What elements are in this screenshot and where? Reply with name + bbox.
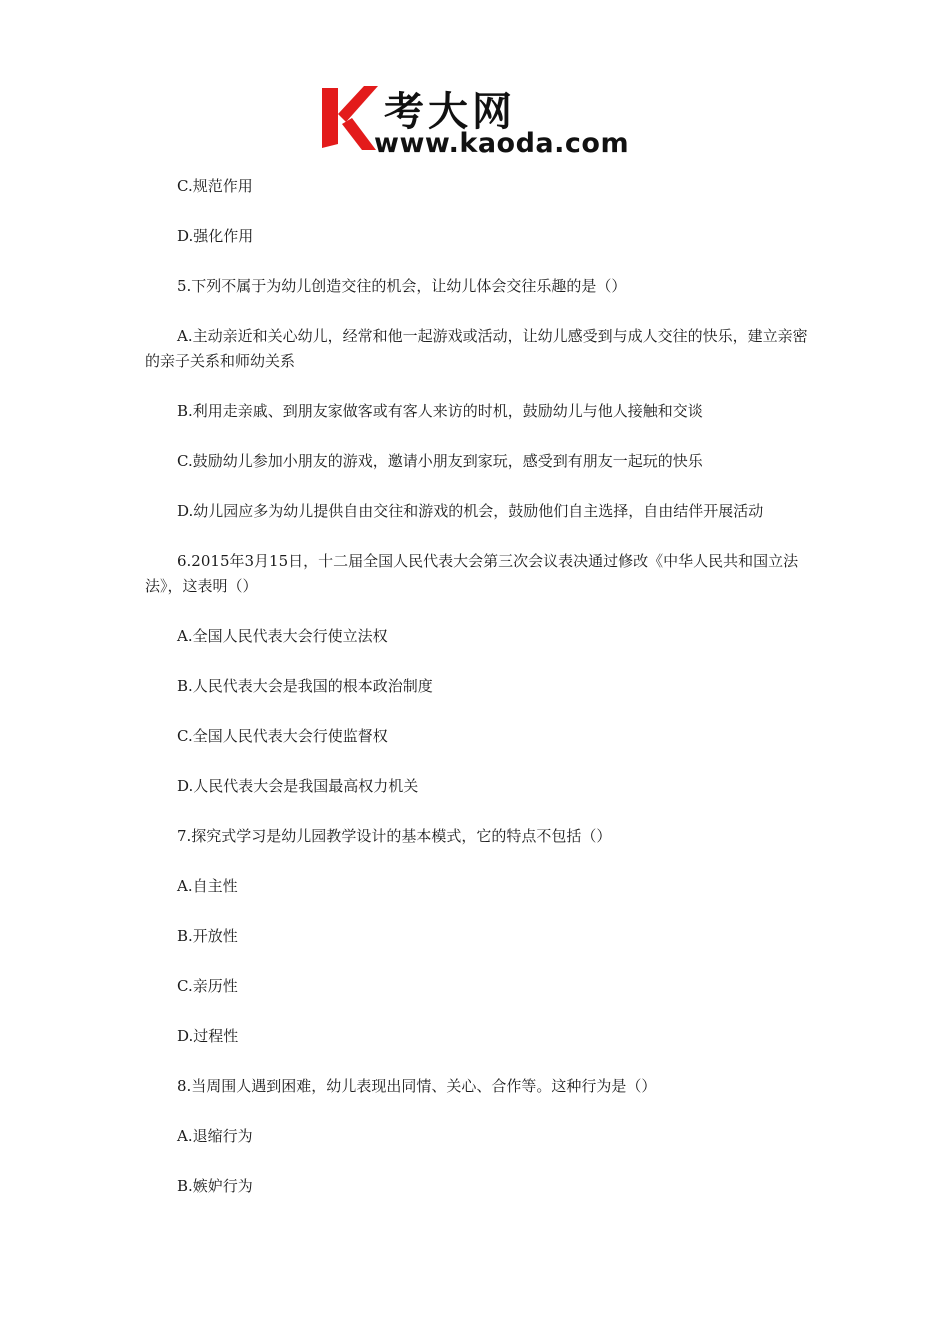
option-b-q8: B.嫉妒行为 bbox=[177, 1177, 253, 1195]
option-a-q5: A.主动亲近和关心幼儿，经常和他一起游戏或活动，让幼儿感受到与成人交往的快乐，建立亲密的亲子关系和师幼关系 bbox=[145, 327, 808, 370]
k-logo-icon bbox=[318, 84, 380, 152]
option-d-q4: D.强化作用 bbox=[177, 227, 254, 245]
logo-url: www.kaoda.com bbox=[374, 128, 630, 159]
option-b-q6: B.人民代表大会是我国的根本政治制度 bbox=[177, 677, 433, 695]
document-body bbox=[145, 174, 810, 1224]
option-d-q7: D.过程性 bbox=[177, 1027, 239, 1045]
option-c-q6: C.全国人民代表大会行使监督权 bbox=[177, 727, 388, 745]
option-c-q7: C.亲历性 bbox=[177, 977, 238, 995]
option-c-q5: C.鼓励幼儿参加小朋友的游戏，邀请小朋友到家玩，感受到有朋友一起玩的快乐 bbox=[177, 452, 703, 470]
question-6: 6.2015年3月15日，十二届全国人民代表大会第三次会议表决通过修改《中华人民共和国立法法》，这表明（） bbox=[145, 552, 799, 595]
option-d-q6: D.人民代表大会是我国最高权力机关 bbox=[177, 777, 419, 795]
option-a-q7: A.自主性 bbox=[177, 877, 238, 895]
option-c-q4: C.规范作用 bbox=[177, 177, 253, 195]
question-7: 7.探究式学习是幼儿园教学设计的基本模式，它的特点不包括（） bbox=[177, 827, 612, 845]
question-5: 5.下列不属于为幼儿创造交往的机会，让幼儿体会交往乐趣的是（） bbox=[177, 277, 627, 295]
option-a-q8: A.退缩行为 bbox=[177, 1127, 253, 1145]
option-d-q5: D.幼儿园应多为幼儿提供自由交往和游戏的机会，鼓励他们自主选择，自由结伴开展活动 bbox=[177, 502, 764, 520]
question-8: 8.当周围人遇到困难，幼儿表现出同情、关心、合作等。这种行为是（） bbox=[177, 1077, 657, 1095]
option-a-q6: A.全国人民代表大会行使立法权 bbox=[177, 627, 388, 645]
option-b-q5: B.利用走亲戚、到朋友家做客或有客人来访的时机，鼓励幼儿与他人接触和交谈 bbox=[177, 402, 703, 420]
kaoda-logo bbox=[318, 84, 640, 160]
logo-chinese-name: 考大网 bbox=[384, 89, 516, 135]
option-b-q7: B.开放性 bbox=[177, 927, 238, 945]
